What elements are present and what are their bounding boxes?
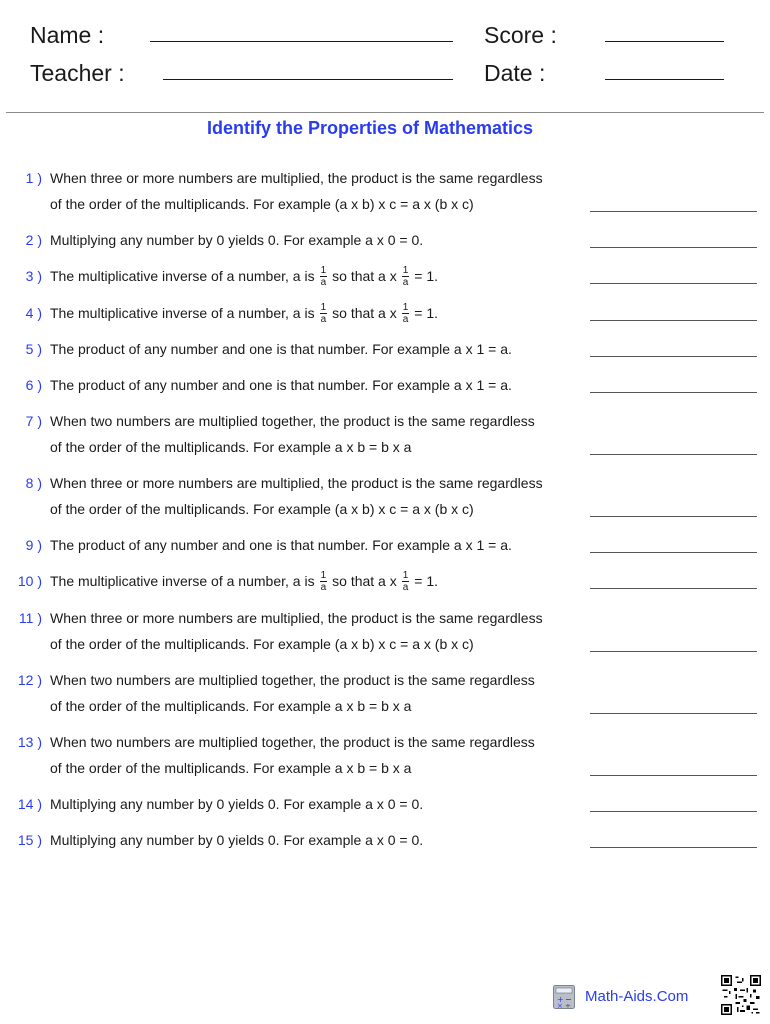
answer-line[interactable] bbox=[590, 516, 757, 517]
question-text-line2: of the order of the multiplicands. For example (a x b) x c = a x (b x c) bbox=[50, 501, 474, 517]
question-text: When two numbers are multiplied together, the product is the same regardless bbox=[50, 672, 535, 688]
question-number: 2 ) bbox=[25, 232, 42, 248]
question-text bbox=[50, 303, 438, 326]
answer-line[interactable] bbox=[590, 552, 757, 553]
brand-name[interactable]: Math-Aids.Com bbox=[585, 988, 689, 1005]
question-text-line2: of the order of the multiplicands. For example (a x b) x c = a x (b x c) bbox=[50, 636, 474, 652]
question-number: 6 ) bbox=[25, 377, 42, 393]
fraction-denominator: a bbox=[320, 277, 327, 288]
answer-line[interactable] bbox=[590, 847, 757, 848]
answer-line[interactable] bbox=[590, 211, 757, 212]
question-number: 1 ) bbox=[25, 170, 42, 186]
question-number: 15 ) bbox=[17, 832, 42, 848]
svg-text:×: × bbox=[557, 1002, 563, 1009]
fraction-numerator: 1 bbox=[402, 570, 409, 581]
question-number: 14 ) bbox=[17, 796, 42, 812]
name-label: Name : bbox=[30, 22, 105, 48]
answer-line[interactable] bbox=[590, 283, 757, 284]
score-label: Score : bbox=[484, 22, 557, 48]
question-text: The product of any number and one is that number. For example a x 1 = a. bbox=[50, 341, 512, 357]
date-field[interactable] bbox=[605, 79, 724, 80]
answer-line[interactable] bbox=[590, 320, 757, 321]
question-number: 10 ) bbox=[17, 573, 42, 589]
question-text-part: The multiplicative inverse of a number, a is bbox=[50, 268, 315, 285]
question-text-part: The multiplicative inverse of a number, a is bbox=[50, 305, 315, 322]
name-field[interactable] bbox=[150, 41, 453, 42]
question-text: The product of any number and one is that number. For example a x 1 = a. bbox=[50, 377, 512, 393]
fraction-numerator: 1 bbox=[320, 570, 327, 581]
question-number: 5 ) bbox=[25, 341, 42, 357]
calculator-icon bbox=[553, 985, 575, 1009]
question-text-part: so that a x bbox=[332, 268, 397, 285]
question-text-part: The multiplicative inverse of a number, a is bbox=[50, 573, 315, 590]
question-text: When two numbers are multiplied together, the product is the same regardless bbox=[50, 413, 535, 429]
answer-line[interactable] bbox=[590, 713, 757, 714]
question-number: 8 ) bbox=[25, 475, 42, 491]
question-number: 4 ) bbox=[25, 305, 42, 321]
fraction-denominator: a bbox=[402, 314, 409, 325]
question-text: When three or more numbers are multiplied, the product is the same regardless bbox=[50, 475, 543, 491]
question-text-line2: of the order of the multiplicands. For example (a x b) x c = a x (b x c) bbox=[50, 196, 474, 212]
question-text: When two numbers are multiplied together, the product is the same regardless bbox=[50, 734, 535, 750]
answer-line[interactable] bbox=[590, 651, 757, 652]
teacher-field[interactable] bbox=[163, 79, 453, 80]
fraction-numerator: 1 bbox=[320, 265, 327, 276]
question-text-part: = 1. bbox=[414, 268, 439, 285]
fraction-numerator: 1 bbox=[320, 302, 327, 313]
question-text-line2: of the order of the multiplicands. For example a x b = b x a bbox=[50, 439, 412, 455]
fraction-denominator: a bbox=[320, 314, 327, 325]
answer-line[interactable] bbox=[590, 392, 757, 393]
question-number: 3 ) bbox=[25, 268, 42, 284]
answer-line[interactable] bbox=[590, 775, 757, 776]
teacher-label: Teacher : bbox=[30, 60, 125, 86]
question-text-line2: of the order of the multiplicands. For example a x b = b x a bbox=[50, 698, 412, 714]
date-label: Date : bbox=[484, 60, 546, 86]
fraction-numerator: 1 bbox=[402, 302, 409, 313]
question-text: When three or more numbers are multiplied, the product is the same regardless bbox=[50, 170, 543, 186]
fraction bbox=[320, 265, 328, 288]
question-text: Multiplying any number by 0 yields 0. For example a x 0 = 0. bbox=[50, 232, 424, 248]
svg-text:−: − bbox=[565, 995, 572, 1004]
answer-line[interactable] bbox=[590, 588, 757, 589]
score-field[interactable] bbox=[605, 41, 724, 42]
question-number: 7 ) bbox=[25, 413, 42, 429]
fraction bbox=[402, 302, 410, 325]
fraction bbox=[320, 302, 328, 325]
question-text: The product of any number and one is that number. For example a x 1 = a. bbox=[50, 537, 512, 553]
question-text-part: so that a x bbox=[332, 573, 397, 590]
question-number: 11 ) bbox=[18, 610, 42, 626]
worksheet-title: Identify the Properties of Mathematics bbox=[206, 118, 534, 138]
qr-code-icon bbox=[721, 975, 761, 1015]
fraction-denominator: a bbox=[402, 277, 409, 288]
fraction-denominator: a bbox=[402, 582, 409, 593]
question-text-part: so that a x bbox=[332, 305, 397, 322]
question-text bbox=[50, 266, 438, 289]
question-text-part: = 1. bbox=[414, 573, 439, 590]
question-text-part: = 1. bbox=[414, 305, 439, 322]
question-text bbox=[50, 571, 438, 594]
question-number: 9 ) bbox=[25, 537, 42, 553]
answer-line[interactable] bbox=[590, 356, 757, 357]
answer-line[interactable] bbox=[590, 811, 757, 812]
question-number: 13 ) bbox=[17, 734, 42, 750]
question-number: 12 ) bbox=[17, 672, 42, 688]
fraction-denominator: a bbox=[320, 582, 327, 593]
answer-line[interactable] bbox=[590, 454, 757, 455]
svg-text:÷: ÷ bbox=[565, 1002, 571, 1009]
svg-text:+: + bbox=[557, 995, 564, 1004]
fraction-numerator: 1 bbox=[402, 265, 409, 276]
fraction bbox=[320, 570, 328, 593]
header-divider bbox=[6, 112, 764, 113]
question-text: When three or more numbers are multiplied, the product is the same regardless bbox=[50, 610, 543, 626]
fraction bbox=[402, 265, 410, 288]
question-text-line2: of the order of the multiplicands. For example a x b = b x a bbox=[50, 760, 412, 776]
fraction bbox=[402, 570, 410, 593]
question-text: Multiplying any number by 0 yields 0. For example a x 0 = 0. bbox=[50, 832, 424, 848]
question-text: Multiplying any number by 0 yields 0. For example a x 0 = 0. bbox=[50, 796, 424, 812]
answer-line[interactable] bbox=[590, 247, 757, 248]
